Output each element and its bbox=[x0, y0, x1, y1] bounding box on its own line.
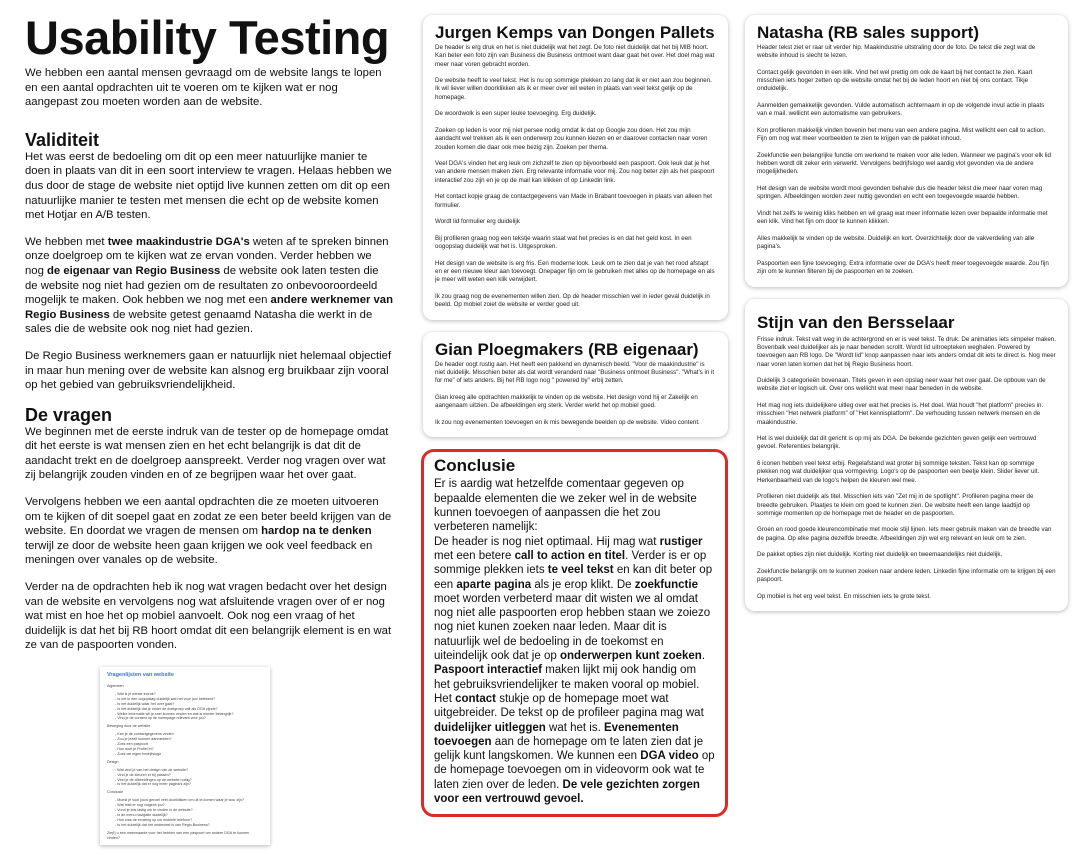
question-item: - Is het duidelijk waar het over gaat? bbox=[115, 702, 263, 707]
questionnaire-section-title: Conclusie bbox=[107, 790, 124, 795]
bold-text: duidelijker uitleggen bbox=[434, 721, 546, 734]
feedback-paragraph: Het design van de website is erg fris. Een moderne look. Leuk om te zien dat je van het rood afstapt en er een nieuwe kleur aan toevoegt. Onepager fijn om te gebruiken met alles op de homepage en als je meer wilt weten een klik verwijdert. bbox=[435, 259, 715, 284]
feedback-paragraph: Het mag nog iets duidelijkere uitleg over wat het precies is. Het doel. Wat houdt "het platform" precies in. misschien "Het netwerk platform" of "Het kennisplatform". De verhouding tussen netwerk mensen en de maakindustrie. bbox=[757, 401, 1044, 426]
intro-text bbox=[25, 66, 393, 110]
bold-text: hardop na te denken bbox=[261, 525, 372, 538]
question-list bbox=[107, 692, 263, 721]
text-span: Vervolgens hebben we een aantal opdrachten die ze moeten uitvoeren om te kijken of dit soepel gaat en zodat ze een beter beeld krijgen van de website. En doordat we vragen de mensen om bbox=[25, 496, 392, 538]
bold-text: andere werknemer van Regio Business bbox=[25, 294, 393, 321]
card-natasha bbox=[745, 15, 1068, 287]
text-span: Er is aardig wat hetzelfde comentaar gegeven op bepaalde elementen die we zeker wel in de website kunnen toevoegen of aanpassen die het zou verbeteren namelijk: bbox=[434, 478, 697, 534]
question-item: - Zoek we eigen bedrijfslogo bbox=[115, 752, 263, 757]
text-span: Verder na de opdrachten heb ik nog wat vragen bedacht over het design van de website en vervolgens nog wat afsluitende vragen over of er nog wat mist en hoe het op mobiel aanvoelt. Ook nog een vraag of het duidelijk is dat het bij RB hoort omdat dit een belangrijk element is en wat ze van de paspoorten vonden. bbox=[25, 581, 392, 652]
text-span: De Regio Business werknemers gaan er natuurlijk niet helemaal objectief in maar hun mening over de website kan alsnog erg bruikbaar zijn vooral op het gebied van gebruiksvriendelijkheid. bbox=[25, 349, 392, 392]
feedback-paragraph: Duidelijk 3 categorieën bovenaan. Titels geven in een opslag neer waar het over gaat. De opbouw van de website ziet er logisch uit. Over ons wellicht wat meer naar beneden in de website. bbox=[757, 377, 1046, 393]
feedback-paragraph: Zoekfunctie een belangrijke functie om werkend te maken voor alle leden. Wanneer we pagina's voor elk lid hebben wordt dit zeker erin verwerkt. Vervolgens bedrijfslogo wel aardig vlot gevonden via de andere mogelijkheden. bbox=[757, 151, 1051, 176]
card-title: Stijn van den Bersselaar bbox=[757, 312, 955, 332]
vragen-text bbox=[25, 425, 393, 653]
bold-text: onderwerpen kunt zoeken bbox=[559, 650, 702, 663]
feedback-paragraph: Zoekfunctie belangrijk om te kunnen zoeken naar andere leden. Linkedin fijne informatie om te krijgen bij een paspoort. bbox=[757, 567, 1056, 584]
card-title: Jurgen Kemps van Dongen Pallets bbox=[435, 23, 715, 42]
paragraph bbox=[434, 477, 715, 534]
conclusie-text bbox=[434, 477, 715, 806]
text-span: weten af te spreken binnen onze doelgroep om te kijken wat ze ervan vonden. Verder hebben we nog bbox=[25, 235, 389, 277]
feedback-paragraph: Kon profileren makkelijk vinden bovenin het menu van een andere pagina. Mist wellicht een call to action. Fijn om nog wat meer voorbeelden te zien te krijgen van de pakket inhoud. bbox=[757, 126, 1046, 143]
feedback-paragraph: De woordwolk is een super leuke toevoeging. Erg duidelijk. bbox=[435, 110, 597, 118]
feedback-paragraph: Profileren niet duidelijk als titel. Misschien iets van "Zet mij in de spotlight". Profileren pagina meer de breedte gebruiken. Plaatjes te klein om goed te kunnen zien. De website heeft een lange laadtijd op sommige momenten op de homepage met de header en de paspoorten. bbox=[757, 493, 1034, 517]
feedback-paragraph: Het is wel duidelijk dat dit gericht is op mij als DGA. De bekende gezichten geven gelijk een vertrouwd gevoel. Referenties belangrijk. bbox=[757, 435, 1037, 451]
bold-text: Evenementen toevoegen bbox=[434, 721, 679, 748]
text-span: de website ook laten testen die de website nog niet had gezien om de resultaten zo onbevooroordeeld mogelijk te maken. Ook hebben we nog met een bbox=[25, 264, 379, 307]
feedback-paragraph: Alles makkelijk te vinden op de website. Duidelijk en kort. Overzichtelijk door de vakverdeling van alle pagina's. bbox=[757, 234, 1035, 251]
card-gian bbox=[423, 332, 728, 438]
paragraph bbox=[25, 425, 393, 483]
text-span: en kan dit beter op een bbox=[434, 564, 713, 591]
feedback-paragraph: Vindt het zelfs te weinig kliks hebben en wil graag wat meer informatie lezen over bepaalde informatie met een klik. Vind het fijn om door te kunnen klikken. bbox=[757, 209, 1048, 226]
question-item: - Is het duidelijk dat het onderdeel is van Regio Business? bbox=[115, 823, 263, 828]
feedback-paragraph: Zoeken op leden is voor mij niet persee nodig omdat ik dat op Google zou doen. Het zou mijn aandacht wel trekken als ik een onderwerp zou kunnen kiezen en er daarover contacten naar voren zouden komen die daar ook mee bezig zijn. Zoeken per thema. bbox=[435, 126, 708, 151]
questionnaire-section-title: Beweging door de website bbox=[107, 724, 151, 729]
feedback-paragraph: Ik zou graag nog de evenementen willen zien. Op de header misschien wel in ieder geval duidelijk in beeld. Op mobiel zoiet de website er verder goed uit. bbox=[435, 292, 710, 309]
page-title: Usability Testing bbox=[25, 11, 390, 64]
feedback-paragraph: Het design van de website wordt mooi gevonden behalve dus die header tekst die meer naar voren mag springen. Afbeeldingen worden zeer nuttig gevonden en echt een toegevoegde waarde hebben. bbox=[757, 185, 1043, 201]
bold-text: zoekfunctie bbox=[634, 578, 698, 591]
questionnaire-section-title: Design bbox=[107, 759, 119, 764]
validiteit-heading: Validiteit bbox=[25, 129, 100, 150]
text-span: . bbox=[701, 650, 706, 663]
feedback-paragraph: De header oogt rustig aan. Het heeft een pakkend en dynamisch beeld. "Voor de maakindustrie" is niet duidelijk. Misschien beter als dat wordt veranderd naar "Business ontmoet Business". "What's in it for me" of iets anders. Bij het RB logo nog " powered by" erbij zetten. bbox=[435, 360, 715, 385]
feedback-paragraph: Paspoorten een fijne toevoeging. Extra informatie over de DGA's heeft meer toegevoegde waarde. Zou fijn zijn om te kunnen filteren bij de paspoorten en te zoeken. bbox=[757, 259, 1049, 276]
text-span: We hebben met bbox=[25, 235, 108, 248]
feedback-paragraph: Op mobiel is het erg veel tekst. En misschien iets te grote tekst. bbox=[757, 592, 932, 600]
bold-text: DGA video bbox=[640, 750, 699, 763]
question-item: - Vind je de afbeeldingen op de website nuttig? bbox=[115, 778, 263, 783]
paragraph bbox=[25, 150, 393, 223]
question-item: - Welke informatie wil je snel kunnen vinden en wat is minder belangrijk? bbox=[115, 712, 263, 717]
questionnaire-section-title: Algemeen bbox=[107, 684, 124, 688]
question-item: - Zou je jezelf kunnen aanmelden? bbox=[115, 737, 263, 742]
question-item: - Hoe was de ervaring op uw mobiele telefoon? bbox=[115, 818, 263, 823]
question-item: - Vind je de content op de homepage relevant voor jou? bbox=[115, 716, 263, 721]
feedback-paragraph: Contact gelijk gevonden in een klik. Vind het wel prettig om ook de kaart bij het contact te zien. Kaart misschien iets hoger zetten op de website omdat het bij de leden hoort en niet bij ons contact. Tikje onduidelijk. bbox=[757, 68, 1033, 93]
feedback-paragraph: Aanmelden gemakkelijk gevonden. Vulde automatisch achternaam in op de volgende invul actie in plaats van e mail. wellicht een automatisme van gebruikers. bbox=[757, 102, 1045, 118]
feedback-paragraph: Veel DGA's vinden het erg leuk om zichzelf te zien op bijvoorbeeld een paspoort. Ook leuk dat je het van andere mensen maken zien. Erg relevante informatie voor mij. Zou nog beter zijn als het paspoort interactief zou zijn en je op de mail kan klikken of op Linkedin link. bbox=[435, 160, 715, 184]
bold-text: te veel tekst bbox=[547, 564, 614, 577]
validiteit-text bbox=[25, 150, 393, 393]
vragen-heading: De vragen bbox=[25, 404, 113, 425]
card-stijn bbox=[745, 299, 1068, 612]
column-middle bbox=[423, 15, 728, 817]
question-list bbox=[107, 732, 263, 757]
question-item: - Vind je de kleuren er bij passen? bbox=[115, 773, 263, 778]
bold-text: De vele gezichten zorgen voor een vertrouwd gevoel. bbox=[434, 778, 700, 805]
feedback-paragraph: 6 iconen hebben veel tekst erbij. Regelafstand wat groter bij sommige teksten. Tekst kan op sommige plekken nog wat duidelijker qua vormgeving. Logo's op de paspoorten een beetje klein. Slider liever uit. Herkenbaarheid van de logo's helpen de kleuren wel mee. bbox=[757, 460, 1040, 484]
text-span: terwijl ze door de website heen gaan krijgen we ook veel feedback en meningen over vanales op de website. bbox=[25, 539, 373, 567]
questionnaire-title: Vragenlijsten van website bbox=[107, 672, 174, 678]
feedback-paragraph: Gian kreeg alle opdrachten makkelijk te vinden op de website. Het design vond hij er Zakelijk en aangenaam uitzien. De afbeeldingen erg sterk. Verder werkt het op mobiel goed. bbox=[435, 393, 698, 410]
bold-text: aparte pagina bbox=[456, 578, 532, 591]
text-span: De header is nog niet optimaal. Hij mag wat bbox=[434, 535, 660, 548]
question-item: - Wat is je eerste indruk? bbox=[115, 692, 263, 697]
feedback-paragraph: Bij profileren graag nog een tekstje waarin staat wat het precies is en dat het geld kost. In een oogopslag duidelijk wat het is. Uitgesproken. bbox=[435, 234, 692, 251]
text-span: maken lijkt mij ook handig om het gebruiksvriendelijker te maken vooral op mobiel. Het bbox=[434, 664, 700, 705]
text-span: moet worden verbeterd maar dit wisten we al omdat nog niet alle paspoorten erop hebben staan we zoiezo nog niet kunen zoeken naar leden. Maar dit is natuurlijk wel de bedoeling in de toekomst en uiteindelijk ook dat je op bbox=[434, 592, 711, 663]
text-span: We hebben een aantal mensen gevraagd om de website langs te lopen en een aantal opdrachten uit te voeren om te kijken wat er nog aangepast zou moeten worden aan de website. bbox=[25, 67, 382, 109]
feedback-paragraph: De header is erg druk en het is niet duidelijk wat het zegt. De foto niet duidelijk dat het bij MIB hoort. Kan beter een foto zijn van Business die Business ontmoet want daar gaat het over. Het doel mag wat meer naar voren gebracht worden. bbox=[435, 44, 715, 68]
text-span: stukje op de homepage moet wat uitgebreider. De tekst op de profileer pagina mag wat bbox=[434, 692, 704, 720]
question-item: - Kan je de contactgegevens vinden bbox=[115, 732, 263, 737]
text-span: op de homepage toevoegen om in videovorm ook wat te laten zien over de leden. bbox=[434, 750, 715, 791]
feedback-paragraph: Wordt lid formulier erg duidelijk bbox=[435, 218, 520, 226]
question-item: - Is het duidelijk dat je onder de doelgroep valt als DGA zijnde? bbox=[115, 707, 263, 712]
paragraph bbox=[25, 235, 393, 337]
question-item: - Is het in een oogopslag duidelijk wat het voor jou/ betekent? bbox=[115, 697, 263, 702]
feedback-paragraph: Het contact kopje graag de contactgegevens van Made in Brabant toevoegen in plaats van alleen het formulier. bbox=[435, 193, 712, 209]
conclusie-card bbox=[421, 449, 728, 817]
conclusie-title: Conclusie bbox=[434, 456, 516, 476]
paragraph bbox=[25, 495, 393, 568]
questionnaire-footer: Zie(t) u een meerwaarde voor het hebben van een paspoort om andere DGA te kunnen vinden? bbox=[107, 830, 250, 840]
question-item: - Wat vind je van het design van de website? bbox=[115, 768, 263, 773]
feedback-paragraph: Frisse indruk. Tekst valt weg in de achtergrond en er is veel tekst. Te druk. De animaties iets simpeler maken. Bovenbalk veel duidelijker als je naar beneden scrollt. Wordt lid uitroepteken weghalen. Powered by toevoegen aan RB logo. De "Wordt lid" knop aanpassen naar iets anders omdat dit iets te direct is. Nog meer naar voren laten komen dat het bij Regio Business hoort. bbox=[757, 335, 1056, 368]
question-list bbox=[107, 768, 263, 788]
bold-text: call to action en titel bbox=[514, 549, 626, 562]
card-jurgen bbox=[423, 15, 728, 320]
text-span: wat het is. bbox=[545, 721, 604, 734]
question-list bbox=[107, 798, 263, 827]
bold-text: contact bbox=[455, 692, 496, 705]
text-span: de website getest genaamd Natasha die werkt in de sales die de website ook nog niet had gezien. bbox=[25, 308, 373, 336]
bold-text: twee maakindustrie DGA's bbox=[107, 235, 250, 248]
question-item: - Zoek een paspoort bbox=[115, 742, 263, 747]
feedback-paragraph: De pakket opties zijn niet duidelijk. Korting niet duidelijk en tweemaandelijks niet duidelijk. bbox=[757, 551, 1003, 559]
text-span: met een betere bbox=[434, 549, 515, 562]
paragraph bbox=[434, 535, 715, 807]
paragraph bbox=[25, 66, 393, 110]
text-span: Het was eerst de bedoeling om dit op een meer natuurlijke manier te doen in plaats van dit in een soort interview te vragen. Helaas hebben we dus door de stage de website niet optijd live kunnen zetten om dit op een natuurlijke manier te testen met mensen die echt op de website komen met Hotjar en A/B testen. bbox=[25, 150, 392, 222]
questionnaire-thumbnail bbox=[100, 667, 270, 845]
paragraph bbox=[25, 349, 393, 393]
question-item: - Is de menu navigatie duidelijk? bbox=[115, 813, 263, 818]
question-item: - Hoe doet je Profiel in? bbox=[115, 747, 263, 752]
question-item: - Moest je voor jouw gevoel veel doorklikken om uit te komen waar je wou zijn? bbox=[115, 798, 263, 803]
question-item: - Vond je iets lastig om te vinden in de website? bbox=[115, 808, 263, 813]
card-title: Gian Ploegmakers (RB eigenaar) bbox=[435, 339, 699, 359]
question-item: - Is het duidelijk dat er nog meer pagina's zijn? bbox=[115, 782, 263, 787]
paragraph bbox=[25, 580, 393, 653]
text-span: We beginnen met de eerste indruk van de tester op de homepage omdat dit het eerste is wat mensen zien en het echt belangrijk is dat dit de aandacht trekt en de doelgroep aanspreekt. Verder nog vragen over wat zij belangrijk zouden vinden en of ze begrijpen waar het over gaat. bbox=[25, 425, 389, 482]
bold-text: de eigenaar van Regio Business bbox=[47, 264, 221, 277]
card-title: Natasha (RB sales support) bbox=[757, 23, 979, 42]
feedback-paragraph: Ik zou nog evenementen toevoegen en ik mis bewegende beelden op de website. Video content. bbox=[435, 418, 700, 426]
text-span: . Verder is er op sommige plekken iets bbox=[434, 549, 707, 577]
text-span: aan de homepage om te laten zien dat je gelijk kunt langskomen. We kunnen een bbox=[434, 735, 704, 763]
question-item: - Wat mist er nog volgens jou? bbox=[115, 803, 263, 808]
feedback-paragraph: Groen en rood goede kleurencombinatie met mooie stijl lijnen. Iets meer gebruik maken van de breedte van de pagina. Op elke pagina dezelfde breedte. Afbeeldingen zijn wel erg relevant en leuk om te zien. bbox=[757, 526, 1052, 542]
feedback-paragraph: Header tekst ziet er raar uit verder hip. Maakindustrie uitstraling door de foto. De tekst die zegt wat de website inhoud is slecht te lezen. bbox=[757, 44, 1036, 60]
text-span: als je erop klikt. De bbox=[531, 578, 635, 591]
bold-text: Paspoort interactief bbox=[434, 664, 542, 677]
feedback-paragraph: De website heeft te veel tekst. Het is nu op sommige plekken zo lang dat ik er niet aan zou beginnen. Ik wil liever willen doorklikken als ik er meer over wil weten in plaats van veel tekst gelijk op de homepage. bbox=[435, 77, 712, 101]
bold-text: rustiger bbox=[659, 535, 703, 548]
intro-column bbox=[25, 12, 393, 855]
column-right bbox=[745, 15, 1068, 611]
